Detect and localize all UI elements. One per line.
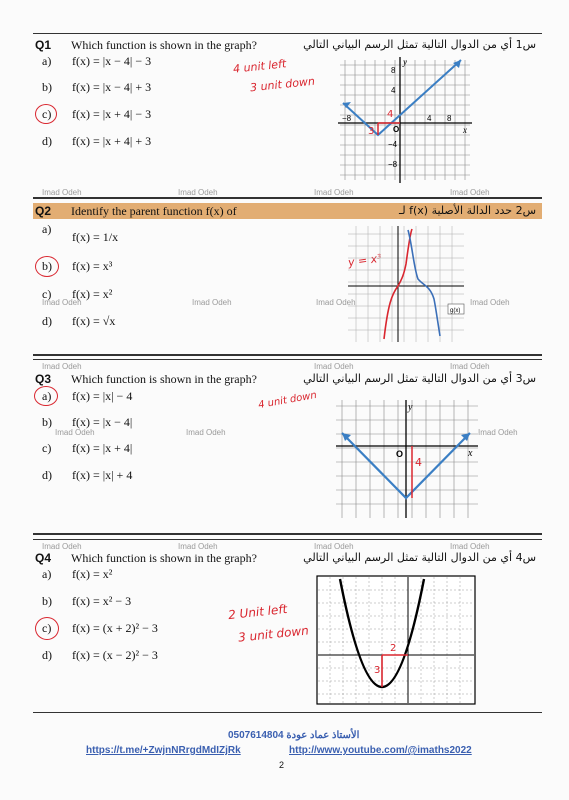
watermark: Imad Odeh xyxy=(450,362,490,371)
q3-question: Which function is shown in the graph? xyxy=(71,372,257,386)
watermark: Imad Odeh xyxy=(314,362,354,371)
q2-number: Q2 xyxy=(35,204,52,218)
q4-note-down: 3 unit down xyxy=(237,623,310,645)
q2-note: y = x³ xyxy=(347,251,383,270)
q3-arabic: س3 أي من الدوال التالية تمثل الرسم البياني التالي xyxy=(303,372,536,385)
divider xyxy=(33,197,542,199)
top-border xyxy=(33,33,542,34)
q2-arabic: س2 حدد الدالة الأصلية f(x) لـ xyxy=(399,204,536,217)
divider xyxy=(33,354,542,356)
svg-text:4: 4 xyxy=(387,109,394,120)
svg-text:x: x xyxy=(468,448,473,459)
q1-graph xyxy=(335,55,475,185)
watermark: Imad Odeh xyxy=(178,542,218,551)
q4-number: Q4 xyxy=(35,551,52,565)
q1-note-left: 4 unit left xyxy=(232,57,287,76)
watermark: Imad Odeh xyxy=(178,188,218,197)
svg-text:O: O xyxy=(396,449,404,459)
q3-header xyxy=(33,371,542,387)
svg-text:2: 2 xyxy=(390,643,397,654)
watermark: Imad Odeh xyxy=(450,188,490,197)
watermark: Imad Odeh xyxy=(42,362,82,371)
svg-text:4: 4 xyxy=(391,86,396,95)
q2-g-label: g(x) xyxy=(450,308,461,314)
svg-text:3: 3 xyxy=(374,665,381,676)
watermark: Imad Odeh xyxy=(316,298,356,307)
svg-text:3: 3 xyxy=(368,126,375,137)
q3-answer-circle xyxy=(34,386,58,406)
watermark: Imad Odeh xyxy=(192,298,232,307)
q4-graph xyxy=(316,575,476,705)
q3-graph xyxy=(334,398,480,520)
q1-number: Q1 xyxy=(35,38,52,52)
q1-header xyxy=(33,37,542,53)
q1-note-down: 3 unit down xyxy=(249,74,316,95)
watermark: Imad Odeh xyxy=(186,428,226,437)
q4-header xyxy=(33,550,542,566)
watermark: Imad Odeh xyxy=(55,428,95,437)
q1-question: Which function is shown in the graph? xyxy=(71,38,257,52)
bottom-border xyxy=(33,712,542,713)
q3-note: 4 unit down xyxy=(257,389,318,412)
watermark: Imad Odeh xyxy=(42,188,82,197)
youtube-link[interactable]: http://www.youtube.com/@imaths2022 xyxy=(289,745,472,756)
svg-text:8: 8 xyxy=(391,66,396,75)
svg-text:8: 8 xyxy=(447,114,452,123)
watermark: Imad Odeh xyxy=(42,542,82,551)
q1-y-label: y xyxy=(403,57,407,67)
page-number: 2 xyxy=(279,760,285,770)
worksheet-page: Q1 Which function is shown in the graph? س1 أي من الدوال التالية تمثل الرسم البياني التالي a) f(x) = |x − 4| − 3 b) f(x) = |x − 4| + 3 c) f(x) = |x + 4| − 3 d) f(x) = |x + 4| + 3 4 unit left 3 unit down y x 8 4 −8 4 8 −4 −8 O 4 3 Imad Odeh Imad Odeh Imad Odeh Imad Odeh Q2 Identify the parent function f(x) of س2 حدد الدالة الأصلية f(x) لـ a) f(x) = 1/x b) f(x) = x³ c) f(x) = x² d) f(x) = √x Imad Odeh Imad Odeh Imad Odeh Imad Odeh y = x³ g(x) Imad Odeh Imad Odeh Imad Odeh Q3 Which function is shown in the graph? س3 أي من الدوال التالية تمثل الرسم البياني التالي a) f(x) = |x| − 4 b) f(x) = |x − 4| c) f(x) = |x + 4| d) f(x) = |x| + 4 Imad Odeh Imad Odeh Imad Odeh 4 unit down y x O 4 Imad Odeh Imad Odeh Imad Odeh Imad Odeh Q4 Which function is shown in the graph? س4 أي من الدوال التالية تمثل الرسم البياني التالي a) f(x) = x² b) f(x) = x² − 3 c) f(x) = (x + 2)² − 3 d) f(x) = (x − 2)² − 3 2 Unit left 3 unit down 2 3 الأستاذ عماد عودة 0507614804 https://t.me/+ZwjnNRrgdMdIZjRk http://www.youtube.com/@imaths2022 2 xyxy=(0,0,569,800)
watermark: Imad Odeh xyxy=(478,428,518,437)
q2-header xyxy=(33,203,542,219)
svg-text:−4: −4 xyxy=(388,140,398,149)
watermark: Imad Odeh xyxy=(314,188,354,197)
svg-text:O: O xyxy=(393,125,400,134)
q2-graph xyxy=(346,224,466,344)
divider xyxy=(33,359,542,360)
q2-answer-circle xyxy=(35,256,59,277)
svg-text:−8: −8 xyxy=(342,114,352,123)
watermark: Imad Odeh xyxy=(42,298,82,307)
q4-arabic: س4 أي من الدوال التالية تمثل الرسم البياني التالي xyxy=(303,551,536,564)
q1-answer-circle xyxy=(35,104,57,124)
q4-question: Which function is shown in the graph? xyxy=(71,551,257,565)
q1-arabic: س1 أي من الدوال التالية تمثل الرسم البياني التالي xyxy=(303,38,536,51)
watermark: Imad Odeh xyxy=(314,542,354,551)
q1-x-label: x xyxy=(463,125,467,135)
svg-text:−8: −8 xyxy=(388,160,398,169)
q2-question: Identify the parent function f(x) of xyxy=(71,204,237,218)
q4-answer-circle xyxy=(35,617,59,640)
svg-text:4: 4 xyxy=(415,456,422,469)
divider xyxy=(33,539,542,540)
watermark: Imad Odeh xyxy=(450,542,490,551)
q3-number: Q3 xyxy=(35,372,52,386)
svg-text:y: y xyxy=(408,402,413,413)
teacher-contact: الأستاذ عماد عودة 0507614804 xyxy=(228,730,360,741)
q4-note-left: 2 Unit left xyxy=(227,601,288,623)
svg-text:4: 4 xyxy=(427,114,432,123)
divider xyxy=(33,533,542,535)
watermark: Imad Odeh xyxy=(470,298,510,307)
telegram-link[interactable]: https://t.me/+ZwjnNRrgdMdIZjRk xyxy=(86,745,241,756)
